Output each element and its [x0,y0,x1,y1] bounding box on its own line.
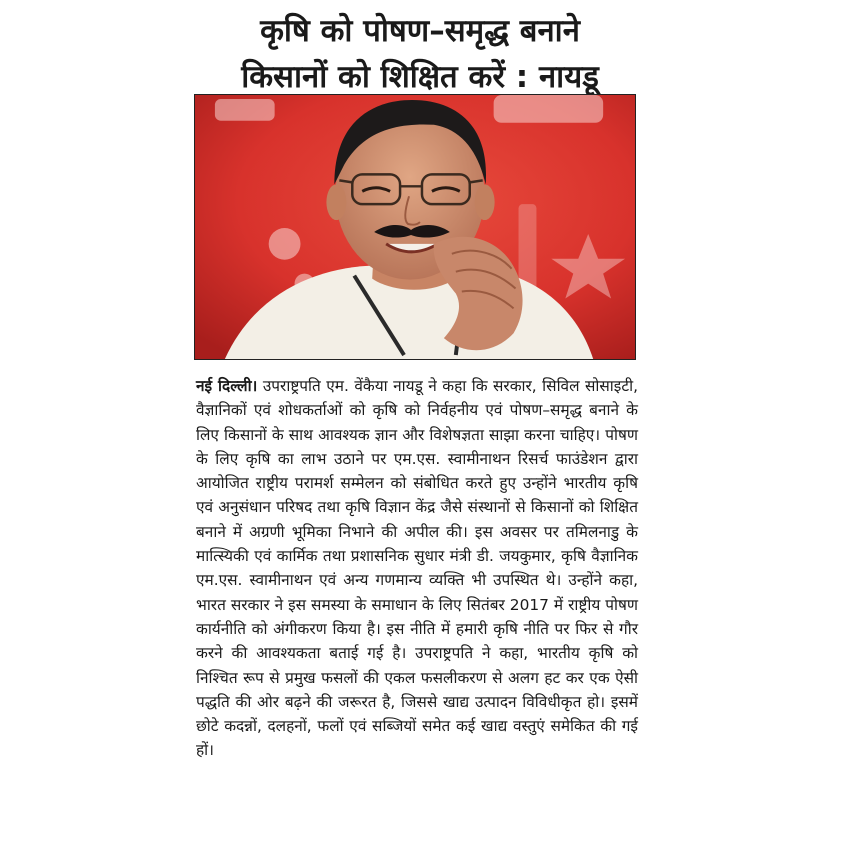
dateline: नई दिल्ली। [196,377,258,395]
article-text: उपराष्ट्रपति एम. वेंकैया नायडू ने कहा कि सरकार, सिविल सोसाइटी, वैज्ञानिकों एवं शोधकर्ताओं को कृषि को निर्वहनीय एवं पोषण–समृद्ध बनाने के लिए किसानों के साथ आवश्यक ज्ञान और विशेषज्ञता साझा करना चाहिए। पोषण के लिए कृषि का लाभ उठाने पर एम.एस. स्वामीनाथन रिसर्च फाउंडेशन द्वारा आयोजित राष्ट्रीय परामर्श सम्मेलन को संबोधित करते हुए उन्होंने भारतीय कृषि एवं अनुसंधान परिषद तथा कृषि विज्ञान केंद्र जैसे संस्थानों से किसानों को शिक्षित बनाने में अग्रणी भूमिका निभाने की अपील की। इस अवसर पर तमिलनाडु के मात्स्यिकी एवं कार्मिक तथा प्रशासनिक सुधार मंत्री डी. जयकुमार, कृषि वैज्ञानिक एम.एस. स्वामीनाथन एवं अन्य गणमान्य व्यक्ति भी उपस्थित थे। उन्होंने कहा, भारत सरकार ने इस समस्या के समाधान के लिए सितंबर 2017 में राष्ट्रीय पोषण कार्यनीति को अंगीकरण किया है। इस नीति में हमारी कृषि नीति पर फिर से गौर करने की आवश्यकता बताई गई है। उपराष्ट्रपति ने कहा, भारतीय कृषि को निश्चित रूप से प्रमुख फसलों की एकल फसलीकरण से अलग हट कर एक ऐसी पद्धति की ओर बढ़ने की जरूरत है, जिससे खाद्य उत्पादन विविधीकृत हो। इसमें छोटे कदन्नों, दलहनों, फलों एवं सब्जियों समेत कई खाद्य वस्तुएं समेकित की गई हों। [196,377,638,760]
headline-line-1: कृषि को पोषण–समृद्ध बनाने [260,13,580,49]
portrait-illustration [195,95,635,359]
news-photo [194,94,636,360]
headline-line-2: किसानों को शिक्षित करें : नायडू [241,59,599,95]
headline [150,8,690,100]
article-body [196,374,638,763]
